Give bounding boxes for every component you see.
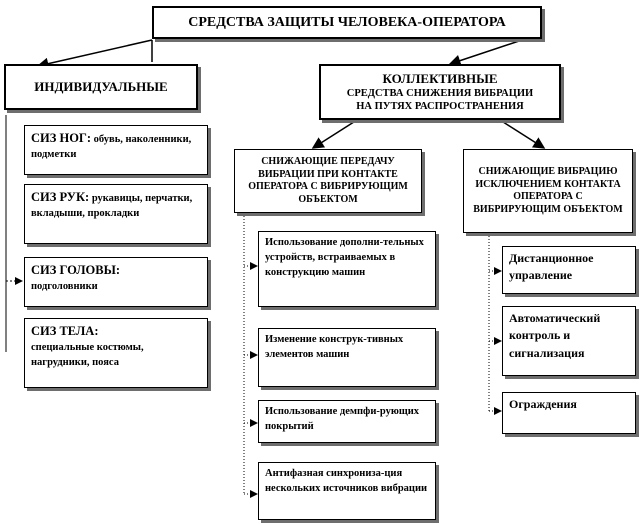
individual-box [4, 64, 198, 110]
individual-title: ИНДИВИДУАЛЬНЫЕ [34, 79, 168, 94]
contact-title: СНИЖАЮЩИЕ ПЕРЕДАЧУ ВИБРАЦИИ ПРИ КОНТАКТЕ ОПЕРАТОРА С ВИБРИРУЮЩИМ ОБЪЕКТОМ [248, 156, 408, 205]
contact-item-devices-text: Использование дополни-тельных устройств, встраиваемых в конструкцию машин [265, 237, 424, 279]
collective-title: КОЛЛЕКТИВНЫЕ [382, 70, 498, 86]
collective-box [319, 64, 561, 120]
individual-item-hands [24, 184, 208, 244]
exclusion-title: СНИЖАЮЩИЕ ВИБРАЦИЮ ИСКЛЮЧЕНИЕМ КОНТАКТА ОПЕРАТОРА С ВИБРИРУЮЩИМ ОБЪЕКТОМ [473, 166, 623, 215]
arrow-to-contact [313, 120, 357, 148]
collective-subtitle-line2: НА ПУТЯХ РАСПРОСТРАНЕНИЯ [356, 101, 524, 113]
contact-item-design-text: Изменение конструк-тивных элементов машин [265, 334, 404, 361]
individual-item-feet-text: обувь, наколенники, подметки [31, 134, 192, 161]
contact-item-antiphase [258, 462, 436, 520]
collective-subtitle-line1: СРЕДСТВА СНИЖЕНИЯ ВИБРАЦИИ [346, 88, 534, 99]
individual-item-body-head: СИЗ ТЕЛА: [31, 324, 99, 338]
contact-item-devices [258, 231, 436, 307]
contact-box [234, 149, 422, 213]
arrow-to-individual [38, 40, 152, 66]
exclusion-item-automatic-text: Автоматический контроль и сигнализация [509, 311, 601, 360]
individual-item-feet-head: СИЗ НОГ: [31, 131, 92, 145]
contact-item-antiphase-text: Антифазная синхрониза-ция нескольких источников вибрации [265, 468, 428, 495]
contact-item-damping-text: Использование демпфи-рующих покрытий [265, 406, 420, 433]
root-title: СРЕДСТВА ЗАЩИТЫ ЧЕЛОВЕКА-ОПЕРАТОРА [188, 14, 506, 30]
individual-item-hands-head: СИЗ РУК: [31, 190, 90, 204]
exclusion-item-automatic [502, 306, 636, 376]
arrow-to-exclusion [500, 120, 544, 148]
contact-item-design [258, 328, 436, 387]
exclusion-item-remote [502, 246, 636, 294]
contact-item-damping [258, 400, 436, 443]
exclusion-item-fences [502, 392, 636, 434]
root-box [152, 6, 542, 39]
exclusion-item-remote-text: Дистанционное управление [509, 251, 594, 283]
individual-item-head-text: подголовники [31, 281, 98, 293]
individual-item-hands-text: рукавицы, перчатки, вкладыши, прокладки [31, 193, 193, 220]
individual-item-head [24, 257, 208, 307]
exclusion-item-fences-text: Ограждения [509, 397, 577, 411]
individual-item-head-head: СИЗ ГОЛОВЫ: [31, 263, 121, 277]
individual-item-feet [24, 125, 208, 175]
individual-item-body [24, 318, 208, 388]
exclusion-box [463, 149, 633, 233]
individual-item-body-text: специальные костюмы, нагрудники, пояса [31, 342, 144, 369]
